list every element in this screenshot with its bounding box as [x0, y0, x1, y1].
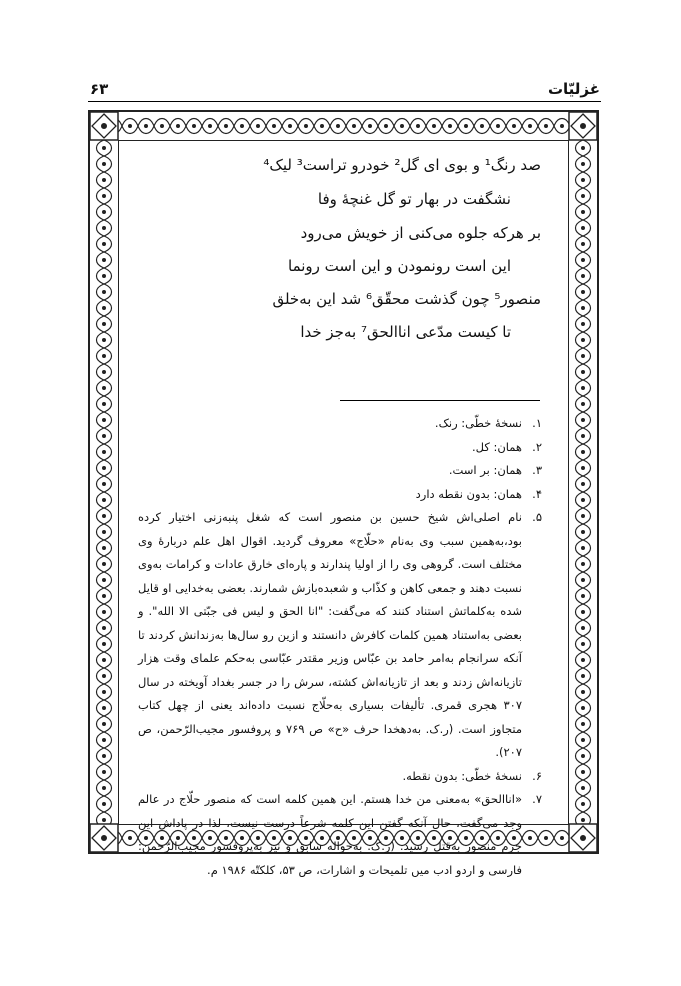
- header-rule: [88, 101, 601, 102]
- footnote-text: نام اصلی‌اش شیخ حسین بن منصور است که شغل پنبه‌زنی اختیار کرده بود،به‌همین سبب وی به‌نام «حلّاج» معروف گردید. اقوال اهل علم دربارهٔ وی مختلف است. گروهی وی را از اولیا پندارند و پاره‌ای خارق عادات و کرامات به‌وی نسبت دهند و جمعی کاهن و کذّاب و شعبده‌بازش شمارند. بعضی به‌خدایی او قایل شده به‌کلماتش استناد کنند که می‌گفت: "انا الحق و لیس فی جبّتی الا الله". و بعضی به‌استناد همین کلمات کافرش دانستند و ازین رو سال‌ها به‌زندانش کردند تا آنکه سرانجام به‌امر حامد بن عبّاس وزیر مقتدر عبّاسی به‌حکم علمای وقت هزار تازیانه‌اش زدند و بعد از تازیانه‌اش کشته، سرش را در جسر بغداد آویخته در سال ۳۰۷ هجری قمری. تألیفات بسیاری به‌حلّاج نسبت داده‌اند یعنی از چهل کتاب متجاوز است. (ر.ک. به‌دهخدا حرف «ح» ص ۷۶۹ و پروفسور مجیب‌الرّحمن، ص ۲۰۷).: [138, 510, 523, 759]
- poem-line-6: تا کیست مدّعی اناالحق⁷ به‌جز خدا: [300, 323, 511, 341]
- ornamental-border-right: [569, 140, 597, 825]
- footnote-text: همان: کل.: [471, 439, 522, 454]
- ornamental-border-left: [90, 140, 118, 825]
- footnote-1: [138, 412, 542, 436]
- footnote-4: [138, 483, 542, 507]
- poem-line-3: بر هرکه جلوه می‌کنی از خویش می‌رود: [300, 224, 541, 242]
- footnote-3: [138, 459, 542, 483]
- ornamental-border-top: [90, 112, 597, 140]
- footnotes: [138, 412, 542, 882]
- poem-line-4: این است رونمودن و این است رونما: [288, 257, 511, 275]
- running-title: غزلیّات: [547, 80, 600, 98]
- footnote-number: ۳.: [532, 463, 542, 477]
- poem-line-2: نشگفت در بهار تو گل غنچهٔ وفا: [317, 190, 511, 208]
- corner-ornament-bottom-right: [567, 822, 599, 854]
- poem-line-1: صد رنگ¹ و بوی ای گل² خودرو تراست³ لیک⁴: [263, 156, 541, 174]
- poem-line-5: منصور⁵ چون گذشت محقّق⁶ شد این به‌خلق: [272, 290, 541, 308]
- footnote-text: «اناالحق» به‌معنی من خدا هستم. این همین کلمه است که منصور حلّاج در عالم وجد می‌گفت، حال آنکه گفتن این کلمه شرعاً درست نیست، لذا در پاداش این جرم منصور به‌قتل رسید. (ر.ک. به‌حواله سابق و نیز به‌پروفسور مجیب‌الرّحمن: فارسی و اردو ادب میں تلمیحات و اشارات، ص ۵۳، کلکتّه ۱۹۸۶ م.: [138, 792, 522, 877]
- page-header: [90, 80, 600, 100]
- footnote-5: [138, 506, 542, 765]
- footnote-text: نسخهٔ خطّی: رنک.: [434, 416, 522, 430]
- footnote-number: ۱.: [532, 416, 542, 430]
- footnote-text: همان: بدون نقطه دارد: [415, 486, 522, 501]
- footnote-number: ۲.: [532, 439, 542, 454]
- footnote-text: نسخهٔ خطّی: بدون نقطه.: [402, 768, 522, 783]
- corner-ornament-top-right: [567, 110, 599, 142]
- footnote-7: [138, 788, 542, 882]
- footnote-text: همان: بر است.: [448, 463, 522, 477]
- footnote-6: [138, 765, 542, 789]
- footnote-2: [138, 436, 542, 460]
- corner-ornament-bottom-left: [88, 822, 120, 854]
- footnote-separator: [340, 400, 540, 401]
- footnote-number: ۵.: [532, 510, 542, 524]
- page-number: ۶۳: [90, 80, 109, 98]
- corner-ornament-top-left: [88, 110, 120, 142]
- footnote-number: ۷.: [532, 792, 542, 806]
- footnote-number: ۴.: [532, 486, 542, 501]
- footnote-number: ۶.: [532, 768, 542, 783]
